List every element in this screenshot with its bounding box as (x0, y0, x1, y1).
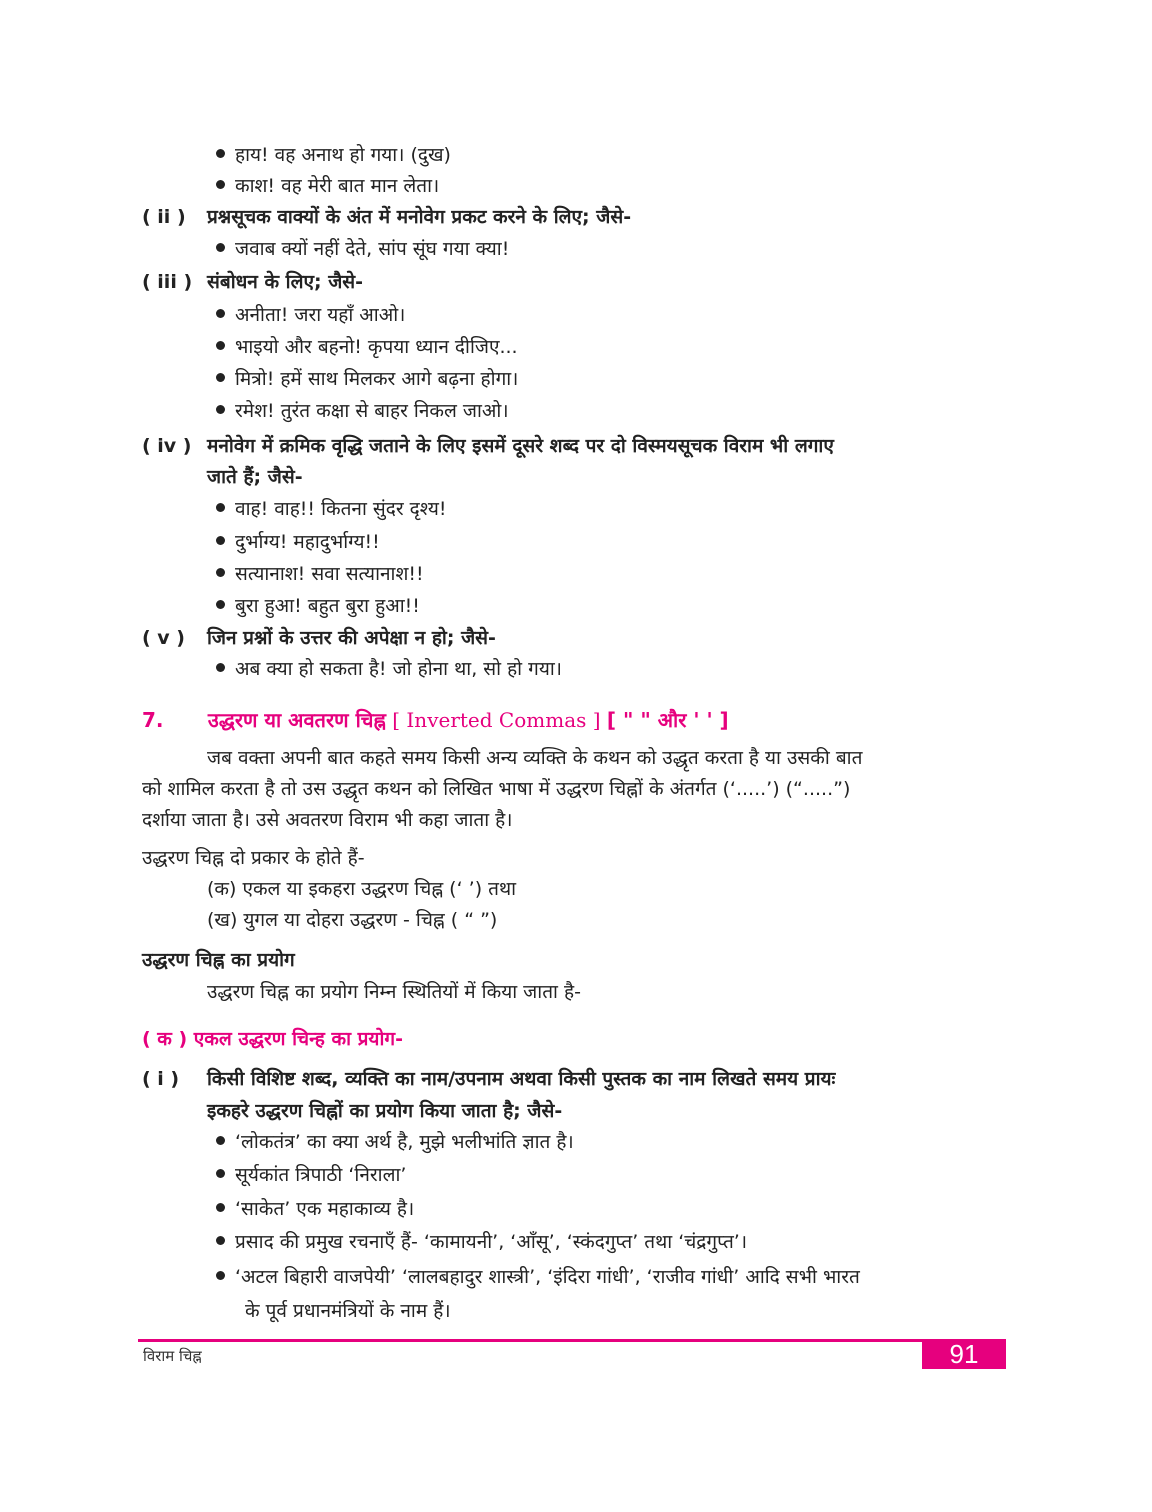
bullet-icon (216, 600, 225, 609)
section-title-english: [ Inverted Commas ] (392, 708, 601, 732)
footer-rule (138, 1339, 1006, 1342)
item-number: ( i ) (142, 1068, 180, 1090)
item-text: संबोधन के लिए; जैसे- (207, 271, 364, 293)
section-title-hindi: उद्धरण या अवतरण चिह्न (207, 708, 386, 732)
paragraph-line: को शामिल करता है तो उस उद्धृत कथन को लिखित भाषा में उद्धरण चिह्नों के अंतर्गत (‘.....’) (“.....”) (142, 778, 851, 800)
item-number: ( iv ) (142, 435, 192, 457)
footer-label: विराम चिह्न (143, 1347, 202, 1365)
list-item-continuation: के पूर्व प्रधानमंत्रियों के नाम हैं। (245, 1300, 451, 1322)
list-item: ‘अटल बिहारी वाजपेयी’ ‘लालबहादुर शास्त्री’, ‘इंदिरा गांधी’, ‘राजीव गांधी’ आदि सभी भारत (216, 1262, 860, 1292)
bullet-icon (216, 536, 225, 545)
list-item: रमेश! तुरंत कक्षा से बाहर निकल जाओ। (216, 396, 509, 426)
list-item: बुरा हुआ! बहुत बुरा हुआ!! (216, 591, 420, 621)
bullet-icon (216, 149, 225, 158)
usage-heading: उद्धरण चिह्न का प्रयोग (142, 949, 295, 971)
section-title-symbols: [ " " और ' ' ] (606, 708, 729, 732)
bullet-icon (216, 373, 225, 382)
list-item: सूर्यकांत त्रिपाठी ‘निराला’ (216, 1160, 406, 1190)
list-item: अनीता! जरा यहाँ आओ। (216, 300, 405, 330)
bullet-icon (216, 568, 225, 577)
list-item: सत्यानाश! सवा सत्यानाश!! (216, 559, 424, 589)
type-item: (क) एकल या इकहरा उद्धरण चिह्न (‘ ’) तथा (207, 878, 517, 900)
item-text: प्रश्नसूचक वाक्यों के अंत में मनोवेग प्रकट करने के लिए; जैसे- (207, 206, 632, 228)
item-text: जाते हैं; जैसे- (207, 466, 303, 488)
list-item: प्रसाद की प्रमुख रचनाएँ हैं- ‘कामायनी’, ‘आँसू’, ‘स्कंदगुप्त’ तथा ‘चंद्रगुप्त’। (216, 1227, 747, 1257)
bullet-icon (216, 243, 225, 252)
usage-text: उद्धरण चिह्न का प्रयोग निम्न स्थितियों में किया जाता है- (207, 981, 581, 1003)
bullet-icon (216, 341, 225, 350)
bullet-icon (216, 405, 225, 414)
list-item: ‘साकेत’ एक महाकाव्य है। (216, 1194, 414, 1224)
paragraph-line: जब वक्ता अपनी बात कहते समय किसी अन्य व्यक्ति के कथन को उद्धृत करता है या उसकी बात (207, 747, 863, 769)
bullet-icon (216, 663, 225, 672)
list-item: दुर्भाग्य! महादुर्भाग्य!! (216, 527, 380, 557)
subsection-heading: ( क ) एकल उद्धरण चिन्ह का प्रयोग- (142, 1028, 403, 1050)
list-item: ‘लोकतंत्र’ का क्या अर्थ है, मुझे भलीभांति ज्ञात है। (216, 1127, 574, 1157)
page-number: 91 (922, 1339, 1006, 1369)
section-title (142, 705, 729, 735)
list-item: अब क्या हो सकता है! जो होना था, सो हो गया। (216, 654, 562, 684)
bullet-icon (216, 1136, 225, 1145)
item-text: मनोवेग में क्रमिक वृद्धि जताने के लिए इसमें दूसरे शब्द पर दो विस्मयसूचक विराम भी लगाए (207, 435, 834, 457)
bullet-icon (216, 1236, 225, 1245)
item-number: ( v ) (142, 627, 185, 649)
section-number: 7. (142, 708, 164, 732)
bullet-icon (216, 309, 225, 318)
bullet-icon (216, 1203, 225, 1212)
bullet-icon (216, 503, 225, 512)
bullet-icon (216, 180, 225, 189)
list-item: भाइयो और बहनो! कृपया ध्यान दीजिए... (216, 332, 518, 362)
list-item: काश! वह मेरी बात मान लेता। (216, 171, 439, 201)
item-number: ( iii ) (142, 271, 193, 293)
bullet-icon (216, 1169, 225, 1178)
bullet-icon (216, 1271, 225, 1280)
types-intro: उद्धरण चिह्न दो प्रकार के होते हैं- (142, 847, 365, 869)
item-text: इकहरे उद्धरण चिह्नों का प्रयोग किया जाता है; जैसे- (207, 1100, 563, 1122)
paragraph-line: दर्शाया जाता है। उसे अवतरण विराम भी कहा जाता है। (142, 809, 513, 831)
list-item: हाय! वह अनाथ हो गया। (दुख) (216, 140, 451, 170)
type-item: (ख) युगल या दोहरा उद्धरण - चिह्न ( “ ”) (207, 909, 498, 931)
list-item: जवाब क्यों नहीं देते, सांप सूंघ गया क्या! (216, 234, 509, 264)
list-item: वाह! वाह!! कितना सुंदर दृश्य! (216, 494, 446, 524)
list-item: मित्रो! हमें साथ मिलकर आगे बढ़ना होगा। (216, 364, 518, 394)
item-text: किसी विशिष्ट शब्द, व्यक्ति का नाम/उपनाम अथवा किसी पुस्तक का नाम लिखते समय प्रायः (207, 1068, 836, 1090)
item-text: जिन प्रश्नों के उत्तर की अपेक्षा न हो; जैसे- (207, 627, 496, 649)
item-number: ( ii ) (142, 206, 186, 228)
